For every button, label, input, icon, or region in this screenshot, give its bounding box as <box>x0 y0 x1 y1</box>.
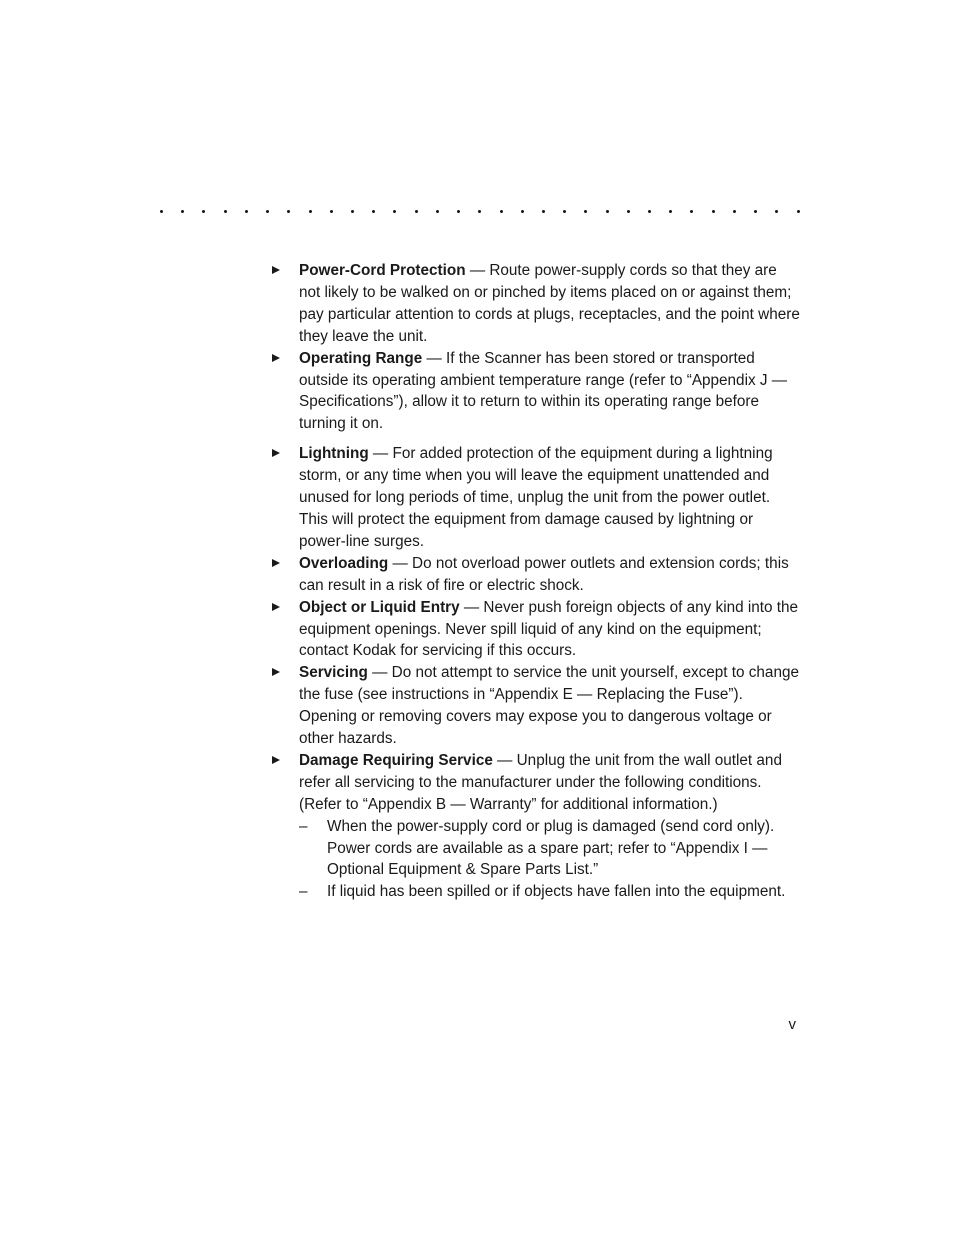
item-text: — For added protection of the equipment during a lightning storm, or any time when you will leave the equipment unattended and unused for long periods of time, unplug the unit from the power outlet. This will protect the equipment from damage caused by lightning or power-line surges. <box>299 445 773 550</box>
list-item-object-or-liquid-entry <box>272 597 802 663</box>
rule-dot <box>627 210 630 213</box>
rule-dot <box>202 210 205 213</box>
rule-dot <box>415 210 418 213</box>
item-title: Power-Cord Protection <box>299 262 466 279</box>
safety-instructions-list <box>272 260 802 903</box>
triangle-bullet-icon <box>272 756 280 764</box>
list-item-power-cord-protection <box>272 260 802 348</box>
rule-dot <box>500 210 503 213</box>
item-text: — Never push foreign objects of any kind into the equipment openings. Never spill liquid of any kind on the equipment; contact Kodak for servicing if this occurs. <box>299 598 799 660</box>
triangle-bullet-icon <box>272 668 280 676</box>
triangle-bullet-icon <box>272 559 280 567</box>
item-title: Lightning <box>299 445 369 463</box>
dash-bullet: – <box>299 817 308 835</box>
rule-dot <box>478 210 481 213</box>
item-text: — Do not overload power outlets and extension cords; this can result in a risk of fire or electric shock. <box>299 554 789 594</box>
rule-dot <box>712 210 715 213</box>
rule-dot <box>648 210 651 213</box>
rule-dot <box>797 210 800 213</box>
list-item-servicing <box>272 662 802 750</box>
rule-dot <box>224 210 227 213</box>
rule-dot <box>563 210 566 213</box>
page-number: v <box>788 1016 796 1033</box>
rule-dot <box>160 210 163 213</box>
item-title: Overloading <box>299 554 389 572</box>
item-text: — Route power-supply cords so that they are not likely to be walked on or pinched by items placed on or against them; pay particular attention to cords at plugs, receptacles, and the point where they leave the unit. <box>299 262 800 345</box>
rule-dot <box>542 210 545 213</box>
list-item-operating-range <box>272 348 802 436</box>
rule-dot <box>372 210 375 213</box>
item-text: — If the Scanner has been stored or transported outside its operating ambient temperature range (refer to “Appendix J — Specifications”), allow it to return to within its operating range before turning it on. <box>299 349 788 433</box>
item-text: — Unplug the unit from the wall outlet and refer all servicing to the manufacturer under the following conditions. (Refer to “Appendix B — Warranty” for additional information.) <box>299 751 782 813</box>
rule-dot <box>669 210 672 213</box>
item-title: Damage Requiring Service <box>299 751 493 769</box>
item-title: Operating Range <box>299 349 423 367</box>
rule-dot <box>330 210 333 213</box>
item-title: Servicing <box>299 664 368 682</box>
rule-dot <box>754 210 757 213</box>
rule-dot <box>436 210 439 213</box>
rule-dot <box>245 210 248 213</box>
dotted-header-rule <box>160 204 800 218</box>
item-title: Object or Liquid Entry <box>299 598 460 616</box>
rule-dot <box>287 210 290 213</box>
sub-item-text: When the power-supply cord or plug is damaged (send cord only). Power cords are available as a spare part; refer to “Appendix I — Optional Equipment & Spare Parts List.” <box>327 817 775 879</box>
sub-item-text: If liquid has been spilled or if objects have fallen into the equipment. <box>327 883 786 901</box>
sub-item-damaged-cord <box>272 816 802 882</box>
list-item-damage-requiring-service <box>272 750 802 816</box>
triangle-bullet-icon <box>272 449 280 457</box>
rule-dot <box>521 210 524 213</box>
triangle-bullet-icon <box>272 603 280 611</box>
dash-bullet: – <box>299 883 308 901</box>
list-item-lightning <box>272 443 802 553</box>
rule-dot <box>606 210 609 213</box>
triangle-bullet-icon <box>272 354 280 362</box>
triangle-bullet-icon <box>272 266 280 274</box>
sub-item-liquid-spilled <box>272 881 802 903</box>
rule-dot <box>266 210 269 213</box>
rule-dot <box>393 210 396 213</box>
rule-dot <box>181 210 184 213</box>
rule-dot <box>457 210 460 213</box>
rule-dot <box>584 210 587 213</box>
list-item-overloading <box>272 553 802 597</box>
rule-dot <box>733 210 736 213</box>
rule-dot <box>775 210 778 213</box>
rule-dot <box>309 210 312 213</box>
rule-dot <box>690 210 693 213</box>
rule-dot <box>351 210 354 213</box>
item-text: — Do not attempt to service the unit yourself, except to change the fuse (see instructions in “Appendix E — Replacing the Fuse”). Opening or removing covers may expose you to dangerous voltage or other hazards. <box>299 664 799 748</box>
